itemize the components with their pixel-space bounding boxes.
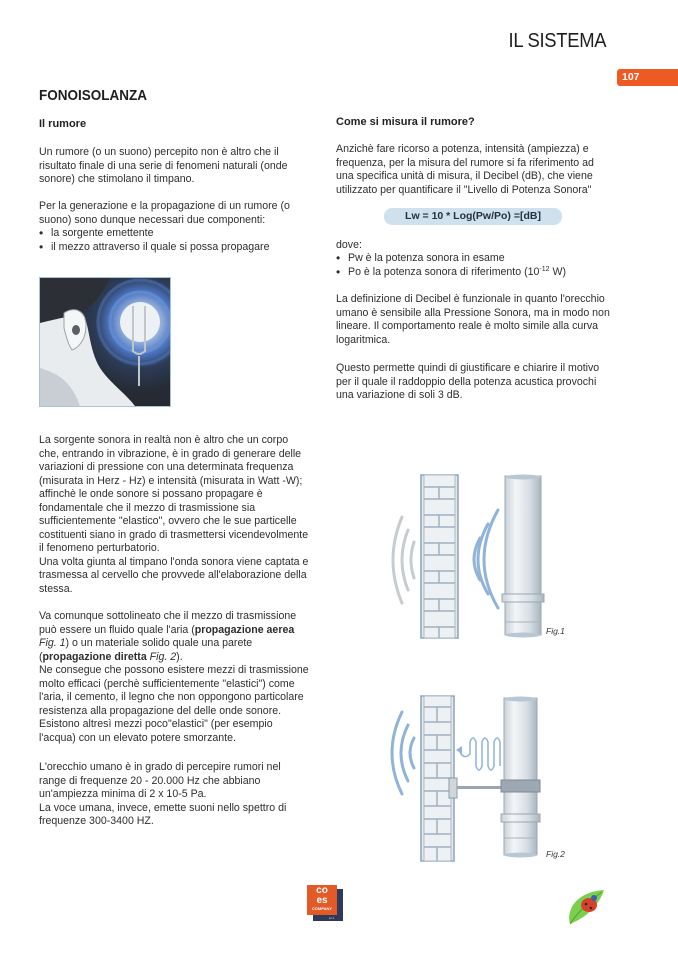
text-span: Una volta giunta al timpano l'onda sonora viene captata e trasmessa al cervello che provvede all'elaborazione della stessa. xyxy=(39,555,309,595)
definitions-list xyxy=(336,252,616,279)
logo-text: es xyxy=(316,895,328,906)
text-span: ). xyxy=(176,650,183,663)
bold-text: propagazione aerea xyxy=(194,623,295,636)
paragraph-components: Per la generazione e la propagazione di un rumore (o suono) sono dunque necessari due componenti: xyxy=(39,200,290,226)
paragraph-decibel-intro: Anzichè fare ricorso a potenza, intensità (ampiezza) e frequenza, per la misura del rumore si fa riferimento ad una specifica unità di misura, il Decibel (dB), che viene utilizzato per quantificare il "Livello di Potenza Sonora" xyxy=(336,143,594,196)
ear-tuning-fork-illustration xyxy=(39,277,171,407)
logo-block xyxy=(307,885,337,915)
paragraph-medium xyxy=(39,610,311,745)
formula-box: Lw = 10 * Log(Pw/Po) =[dB] xyxy=(384,208,562,225)
paragraph-hearing-range xyxy=(39,761,304,829)
ladybug-leaf-logo xyxy=(562,884,608,928)
logo-text: s.r.l. xyxy=(329,916,335,920)
paragraph-decibel-definition: La definizione di Decibel è funzionale in quanto l'orecchio umano è sensibile alla Pressione Sonora, ma in modo non lineare. Il comportamento reale è molto simile alla curva logaritmica. xyxy=(336,293,610,346)
exponent: -12 xyxy=(539,265,550,273)
heading-come-si-misura: Come si misura il rumore? xyxy=(336,116,475,128)
paragraph-intro: Un rumore (o un suono) percepito non è altro che il risultato finale di una serie di fenomeni naturali (onde sonore) che stimolano il timpano. xyxy=(39,146,288,185)
logo-text: co xyxy=(316,885,328,896)
figure-1-airborne-propagation xyxy=(380,460,580,650)
text-span: Va comunque sottolineato che il mezzo di trasmissione può essere un fluido quale l'aria ( xyxy=(39,610,297,636)
figure-1-caption: Fig.1 xyxy=(546,626,565,636)
heading-il-rumore: Il rumore xyxy=(39,118,87,130)
paragraph-doubling: Questo permette quindi di giustificare e chiarire il motivo per il quale il raddoppio della potenza acustica provochi una variazione di soli 3 dB. xyxy=(336,362,600,401)
text-span: ) o un materiale solido quale una parete ( xyxy=(39,637,253,663)
text-span: La sorgente sonora in realtà non è altro che un corpo che, entrando in vibrazione, è in grado di generare delle variazioni di pressione con una determinata frequenza (misurata in Herz - Hz) e intensità (misurata in Watt -W); affinchè le onde sonore si possano propagare è fondamentale che il mezzo di trasmissione sia sufficientemente "elastico", ovvero che le sue particelle costituenti siano in grado di trasmettersi vicendevolmente il fenomeno perturbatorio. xyxy=(39,434,309,554)
chapter-title: IL SISTEMA xyxy=(508,30,606,52)
wall-pipe-bracket-icon xyxy=(380,670,580,870)
coes-company-logo xyxy=(307,885,343,921)
list-item xyxy=(336,266,616,280)
bold-text: propagazione diretta xyxy=(42,650,147,663)
list-item: • il mezzo attraverso il quale si possa propagare xyxy=(39,241,309,255)
text-span: Ne consegue che possono esistere mezzi di trasmissione molto efficaci (perchè sufficientemente "elastici") come l'aria, il cemento, il legno che non oppongono particolare resistenza alla propagazione del delle onde sonore. Esistono altresì mezzi poco"elastici" (per esempio l'acqua) con un elevato potere smorzante. xyxy=(39,664,309,744)
figure-2-direct-propagation xyxy=(380,670,580,870)
fig-reference: Fig. 1 xyxy=(39,637,66,649)
text-span: Po è la potenza sonora di riferimento (10 xyxy=(348,265,540,278)
paragraph-source xyxy=(39,434,311,596)
text-span: W) xyxy=(549,265,566,278)
fig-reference: Fig. 2 xyxy=(149,650,177,663)
text-span: La voce umana, invece, emette suoni nello spettro di frequenze 300-3400 HZ. xyxy=(39,801,287,827)
list-item: • la sorgente emettente xyxy=(39,227,309,241)
text-span: L'orecchio umano è in grado di percepire rumori nel range di frequenze 20 - 20.000 Hz che abbiano un'ampiezza minima di 2 x 10-5 Pa. xyxy=(39,761,281,800)
dove-label: dove: xyxy=(336,239,362,251)
logo-text: COMPANY xyxy=(311,906,333,911)
page-number-badge: 107 xyxy=(617,69,678,86)
figure-2-caption: Fig.2 xyxy=(546,849,565,859)
ladybug-leaf-icon xyxy=(562,884,608,928)
wall-pipe-icon xyxy=(380,460,580,650)
components-list xyxy=(39,227,309,254)
section-title: FONOISOLANZA xyxy=(39,87,147,104)
ear-icon xyxy=(40,278,170,406)
list-item: • Pw è la potenza sonora in esame xyxy=(336,252,616,266)
